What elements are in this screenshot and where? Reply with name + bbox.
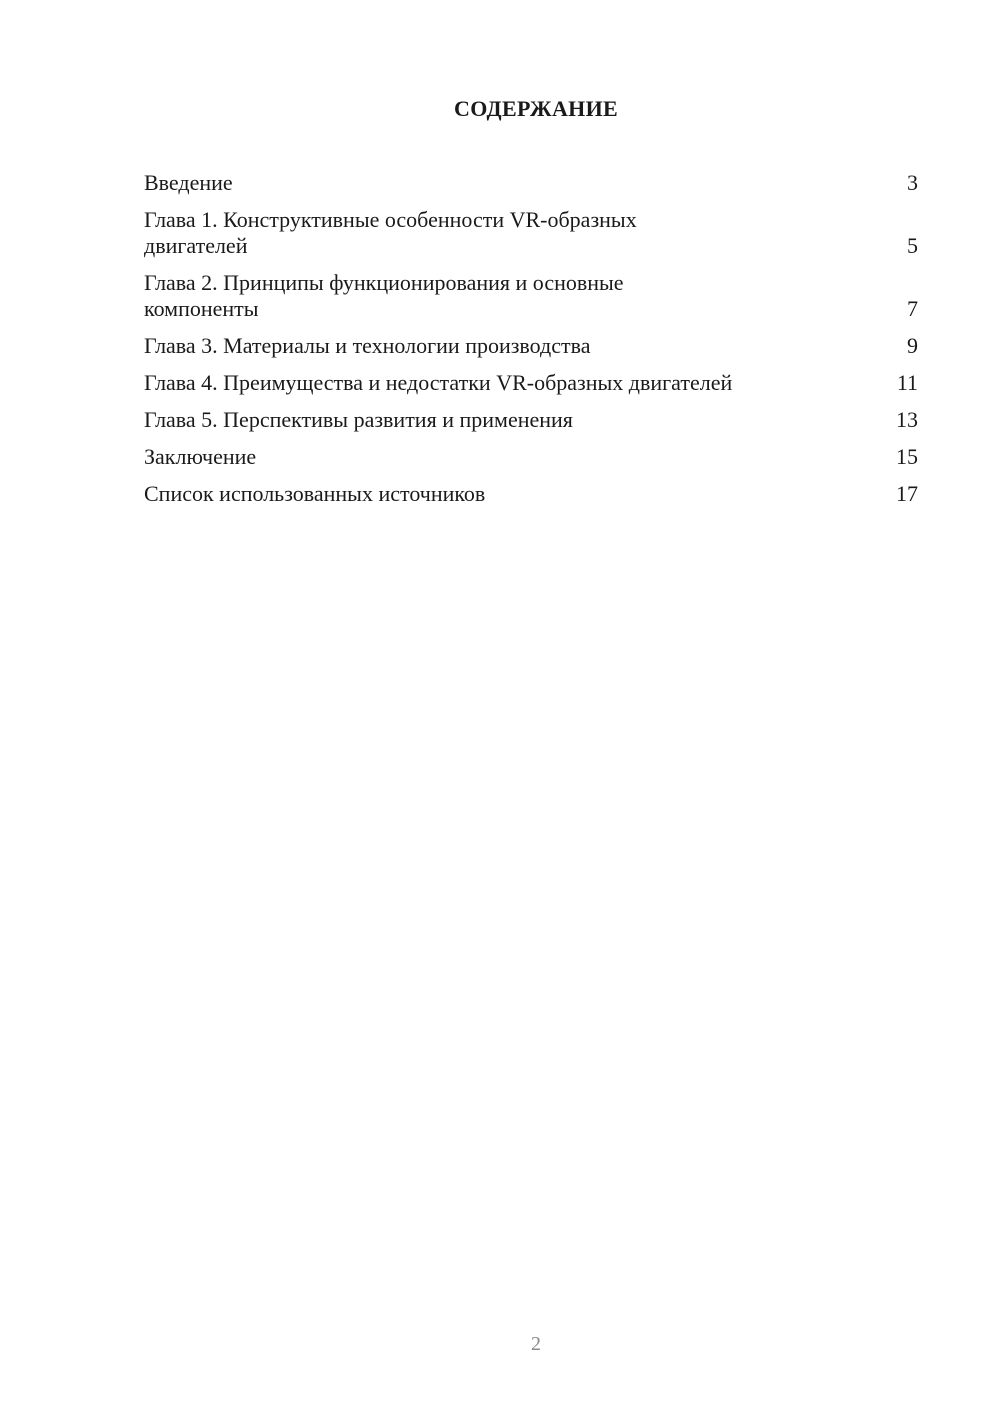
toc-entry-introduction	[144, 170, 918, 196]
toc-entry-page: 13	[896, 407, 918, 432]
toc-entry-page: 17	[896, 481, 918, 506]
toc-entry-label: Глава 5. Перспективы развития и применения	[144, 407, 573, 432]
toc-entry-page: 9	[907, 333, 918, 358]
toc-entry-label: Глава 3. Материалы и технологии производства	[144, 333, 591, 358]
toc-entry-label: Список использованных источников	[144, 481, 486, 506]
toc-entry-chapter-1	[144, 207, 918, 259]
toc-entry-chapter-2	[144, 270, 918, 322]
toc-entry-label: Глава 4. Преимущества и недостатки VR-образных двигателей	[144, 370, 733, 395]
toc-title: СОДЕРЖАНИЕ	[454, 96, 618, 121]
toc-entry-chapter-4	[144, 370, 918, 396]
toc-entry-page: 11	[896, 370, 918, 395]
toc-entry-label: Глава 2. Принципы функционирования и основные компоненты	[144, 270, 624, 321]
toc-entry-label: Заключение	[144, 444, 257, 469]
toc-entry-label: Глава 1. Конструктивные особенности VR-образных двигателей	[144, 207, 637, 258]
table-of-contents	[144, 170, 918, 518]
toc-entry-page: 5	[907, 233, 918, 258]
toc-entry-page: 7	[907, 296, 918, 321]
toc-entry-label: Введение	[144, 170, 233, 195]
toc-entry-page: 3	[907, 170, 918, 195]
toc-entry-page: 15	[896, 444, 918, 469]
toc-entry-references	[144, 481, 918, 507]
toc-entry-conclusion	[144, 444, 918, 470]
page-number: 2	[531, 1333, 541, 1355]
toc-entry-chapter-5	[144, 407, 918, 433]
toc-entry-chapter-3	[144, 333, 918, 359]
